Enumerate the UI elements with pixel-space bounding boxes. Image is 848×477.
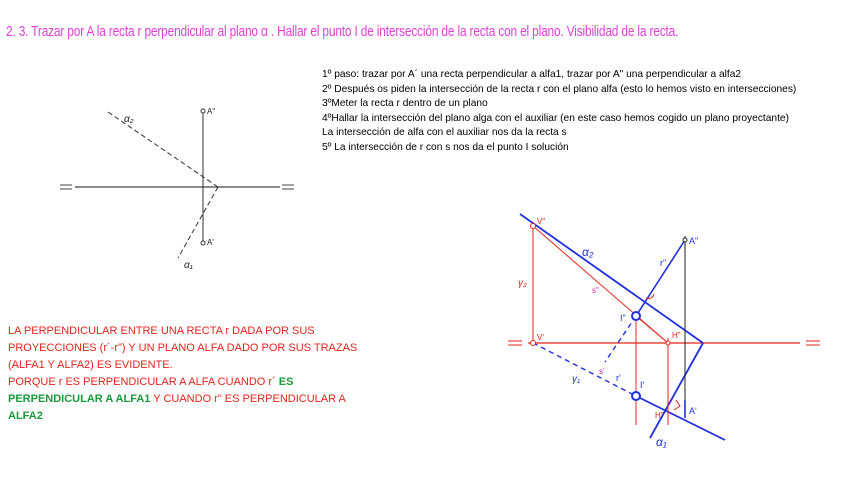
label-h2: H" [672,331,681,340]
label-i2: I" [620,313,626,323]
label-s1: s' [599,367,605,376]
label-v1: V' [537,333,544,342]
label-alpha1-left: α₁ [184,260,193,271]
explanation-part-3: ES PERPENDICULAR A ALFA1 [8,376,294,405]
label-v2: V" [537,217,546,226]
label-a2-left: A" [207,107,216,116]
step-1: 1º paso: trazar por A´ una recta perpendicular a alfa1, trazar por A" una perpendicular a alfa2 [322,69,742,80]
step-2: 2º Después os piden la intersección de la recta r con el plano alfa (esto lo hemos visto en intersecciones) [322,83,797,95]
label-r2: r" [660,258,667,268]
right-angle-mark-bottom [674,400,680,410]
gamma1-trace-solid [636,396,725,440]
label-a2-right: A" [689,236,699,246]
label-a1-left: A' [207,238,214,247]
label-alpha2-right: α₂ [582,245,594,259]
label-gamma1: γ₁ [572,374,581,385]
step-6: 5º La intersección de r con s nos da el punto I solución [322,141,569,153]
label-h2-bottom: H" [655,411,664,420]
label-r1: r' [616,373,621,383]
point-a2-right [683,238,687,242]
label-i1: I' [640,380,645,390]
line-r2-solid [636,240,685,316]
point-h2 [666,341,670,345]
page-title: 2. 3. Trazar por A la recta r perpendicular al plano α . Hallar el punto I de intersección de la recta con el plano. Visibilidad de la recta. [6,24,679,40]
point-v1 [531,341,536,346]
label-a1-right: A' [689,406,697,416]
explanation-part-2: PORQUE r ES PERPENDICULAR A ALFA CUANDO r´ [8,376,276,388]
reference-h-line [636,316,668,343]
gamma1-trace-dashed [533,343,636,396]
explanation-part-5: ALFA2 [8,410,43,422]
point-i2 [632,312,640,320]
step-5: La intersección de alfa con el auxiliar nos da la recta s [322,127,567,138]
explanation-part-1: LA PERPENDICULAR ENTRE UNA RECTA r DADA POR SUS PROYECCIONES (r´-r") Y UN PLANO ALFA DADO POR SUS TRAZAS (ALFA1 Y ALFA2) ES EVIDENTE. [8,325,358,371]
label-s2: s" [592,286,599,295]
label-gamma2: γ₂ [518,278,527,289]
explanation-part-4: Y CUANDO r" ES PERPENDICULAR A [153,393,346,405]
alpha1-trace-right [650,343,703,438]
point-i1 [632,392,640,400]
step-4: 4ºHallar la intersección del plano alga con el auxiliar (en este caso hemos cogido un plano proyectante) [322,112,789,124]
label-alpha1-right: α₁ [656,435,667,449]
label-alpha2-left: α₂ [124,114,134,125]
step-3: 3ºMeter la recta r dentro de un plano [322,98,488,109]
alpha2-trace-right [520,214,703,343]
point-v2 [531,224,536,229]
